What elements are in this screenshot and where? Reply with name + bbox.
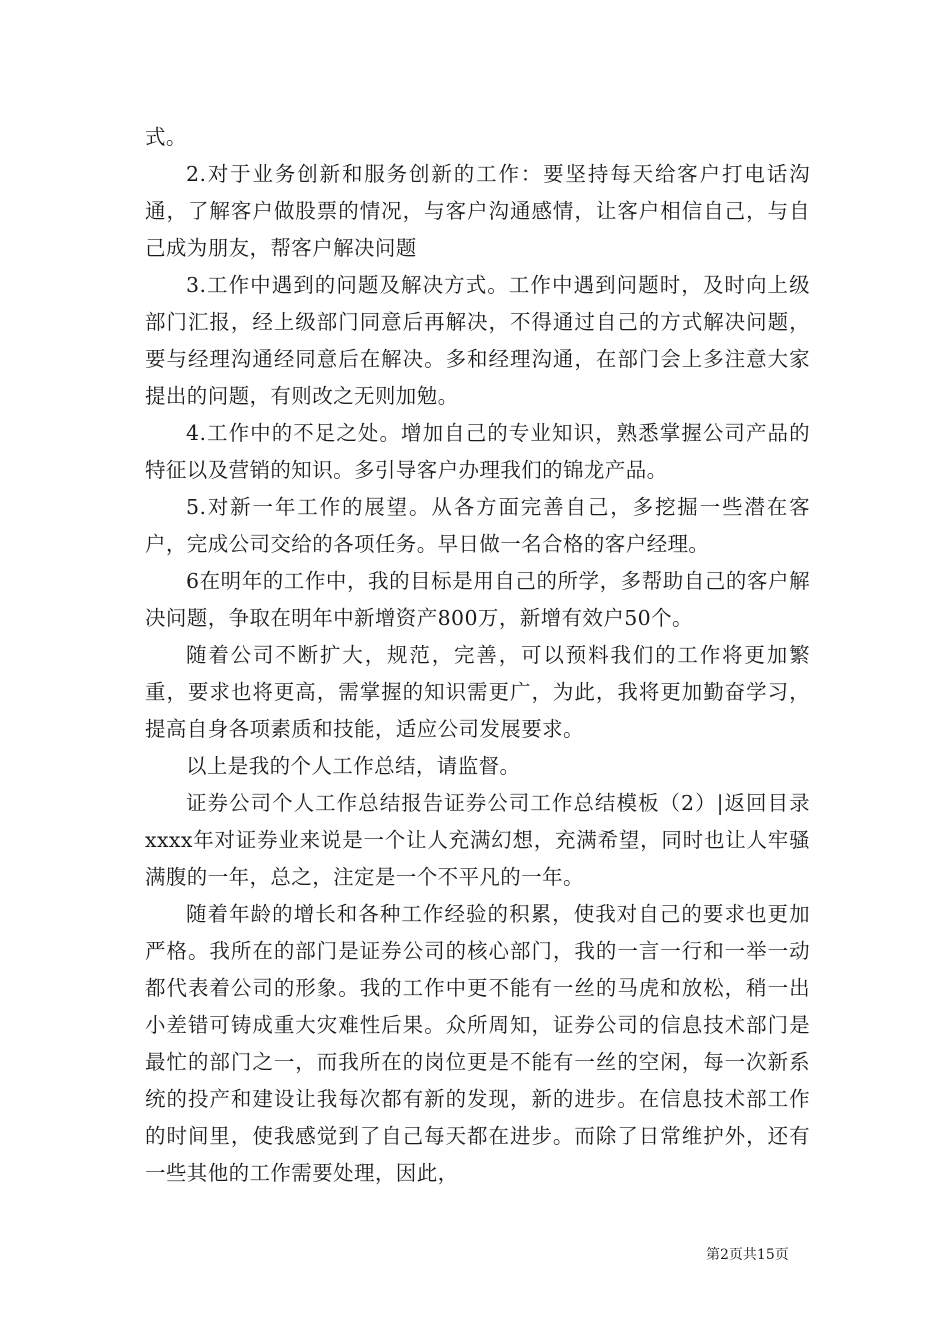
- page-number-footer: 第2页共15页: [706, 1247, 789, 1263]
- paragraph: 3.工作中遇到的问题及解决方式。工作中遇到问题时，及时向上级部门汇报，经上级部门同意后再解决，不得通过自己的方式解决问题，要与经理沟通经同意后在解决。多和经理沟通，在部门会上多注意大家提出的问题，有则改之无则加勉。: [145, 273, 810, 408]
- paragraph: 以上是我的个人工作总结，请监督。: [186, 754, 521, 778]
- document-body: [145, 119, 810, 1192]
- paragraph: 随着年龄的增长和各种工作经验的积累，使我对自己的要求也更加严格。我所在的部门是证券公司的核心部门，我的一言一行和一举一动都代表着公司的形象。我的工作中更不能有一丝的马虎和放松，稍一出小差错可铸成重大灾难性后果。众所周知，证券公司的信息技术部门是最忙的部门之一，而我所在的岗位更是不能有一丝的空闲，每一次新系统的投产和建设让我每次都有新的发现，新的进步。在信息技术部工作的时间里，使我感觉到了自己每天都在进步。而除了日常维护外，还有一些其他的工作需要处理，因此，: [145, 902, 810, 1185]
- paragraph: 式。: [145, 125, 187, 149]
- paragraph: 4.工作中的不足之处。增加自己的专业知识，熟悉掌握公司产品的特征以及营销的知识。多引导客户办理我们的锦龙产品。: [145, 421, 810, 482]
- paragraph: 5.对新一年工作的展望。从各方面完善自己，多挖掘一些潜在客户，完成公司交给的各项任务。早日做一名合格的客户经理。: [145, 495, 810, 556]
- paragraph: 证券公司个人工作总结报告证券公司工作总结模板（2）|返回目录xxxx年对证券业来说是一个让人充满幻想，充满希望，同时也让人牢骚满腹的一年，总之，注定是一个不平凡的一年。: [145, 791, 810, 889]
- paragraph: 随着公司不断扩大，规范，完善，可以预料我们的工作将更加繁重，要求也将更高，需掌握的知识需更广，为此，我将更加勤奋学习，提高自身各项素质和技能，适应公司发展要求。: [145, 643, 810, 741]
- paragraph: 6在明年的工作中，我的目标是用自己的所学，多帮助自己的客户解决问题，争取在明年中新增资产800万，新增有效户50个。: [145, 569, 810, 630]
- paragraph: 2.对于业务创新和服务创新的工作：要坚持每天给客户打电话沟通，了解客户做股票的情况，与客户沟通感情，让客户相信自己，与自己成为朋友，帮客户解决问题: [145, 162, 810, 260]
